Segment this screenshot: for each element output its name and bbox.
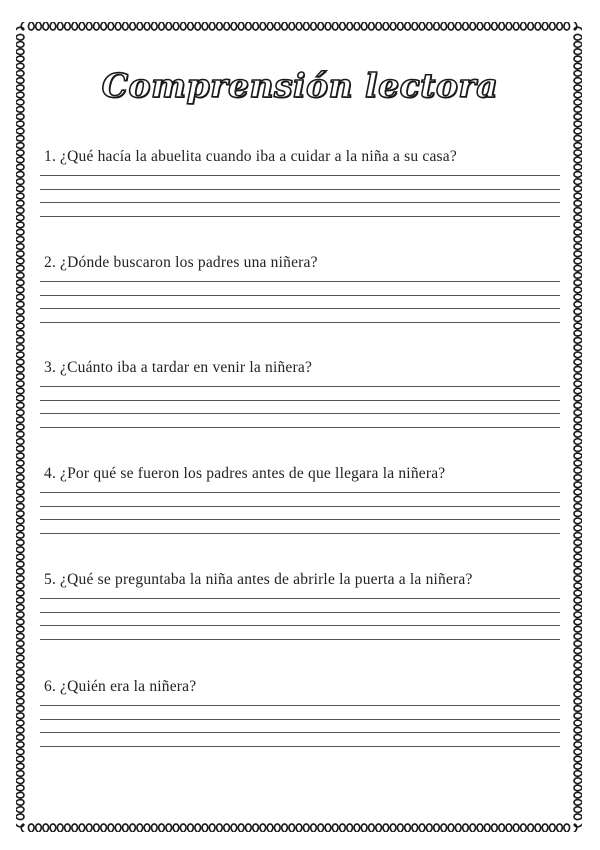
answer-line[interactable] (40, 732, 560, 733)
answer-lines[interactable] (40, 281, 560, 323)
answer-lines[interactable] (40, 175, 560, 217)
question-4 (40, 465, 560, 546)
answer-line[interactable] (40, 322, 560, 323)
question-text: ¿Qué se preguntaba la niña antes de abrirle la puerta a la niñera? (60, 571, 473, 588)
answer-line[interactable] (40, 413, 560, 414)
question-6 (40, 678, 560, 759)
border-loop-segment (21, 22, 577, 30)
answer-line[interactable] (40, 506, 560, 507)
question-2 (40, 254, 560, 335)
border-loop-segment (16, 27, 24, 827)
answer-line[interactable] (40, 492, 560, 493)
question-3 (40, 359, 560, 440)
answer-lines[interactable] (40, 705, 560, 747)
answer-line[interactable] (40, 625, 560, 626)
question-text: ¿Quién era la niñera? (60, 678, 197, 695)
answer-line[interactable] (40, 295, 560, 296)
answer-line[interactable] (40, 189, 560, 190)
border-loop-segment (21, 824, 577, 832)
question-text: ¿Por qué se fueron los padres antes de que llegara la niñera? (60, 465, 446, 482)
answer-line[interactable] (40, 308, 560, 309)
answer-line[interactable] (40, 519, 560, 520)
answer-line[interactable] (40, 639, 560, 640)
answer-lines[interactable] (40, 598, 560, 640)
question-number: 3. (44, 359, 57, 376)
question-text: ¿Qué hacía la abuelita cuando iba a cuidar a la niña a su casa? (60, 148, 457, 165)
answer-line[interactable] (40, 400, 560, 401)
answer-line[interactable] (40, 533, 560, 534)
question-number: 4. (44, 465, 57, 482)
question-text: ¿Cuánto iba a tardar en venir la niñera? (60, 359, 313, 376)
question-number: 5. (44, 571, 57, 588)
answer-line[interactable] (40, 427, 560, 428)
answer-line[interactable] (40, 175, 560, 176)
border-loop-segment (574, 27, 582, 827)
answer-line[interactable] (40, 746, 560, 747)
answer-line[interactable] (40, 598, 560, 599)
answer-lines[interactable] (40, 386, 560, 428)
worksheet-title: Comprensión lectora (101, 66, 499, 105)
question-number: 1. (44, 148, 57, 165)
answer-line[interactable] (40, 202, 560, 203)
question-text: ¿Dónde buscaron los padres una niñera? (60, 254, 318, 271)
answer-line[interactable] (40, 216, 560, 217)
answer-lines[interactable] (40, 492, 560, 534)
answer-line[interactable] (40, 705, 560, 706)
answer-line[interactable] (40, 719, 560, 720)
question-5 (40, 571, 560, 652)
answer-line[interactable] (40, 612, 560, 613)
question-1 (40, 148, 560, 229)
question-number: 6. (44, 678, 57, 695)
question-number: 2. (44, 254, 57, 271)
answer-line[interactable] (40, 281, 560, 282)
answer-line[interactable] (40, 386, 560, 387)
